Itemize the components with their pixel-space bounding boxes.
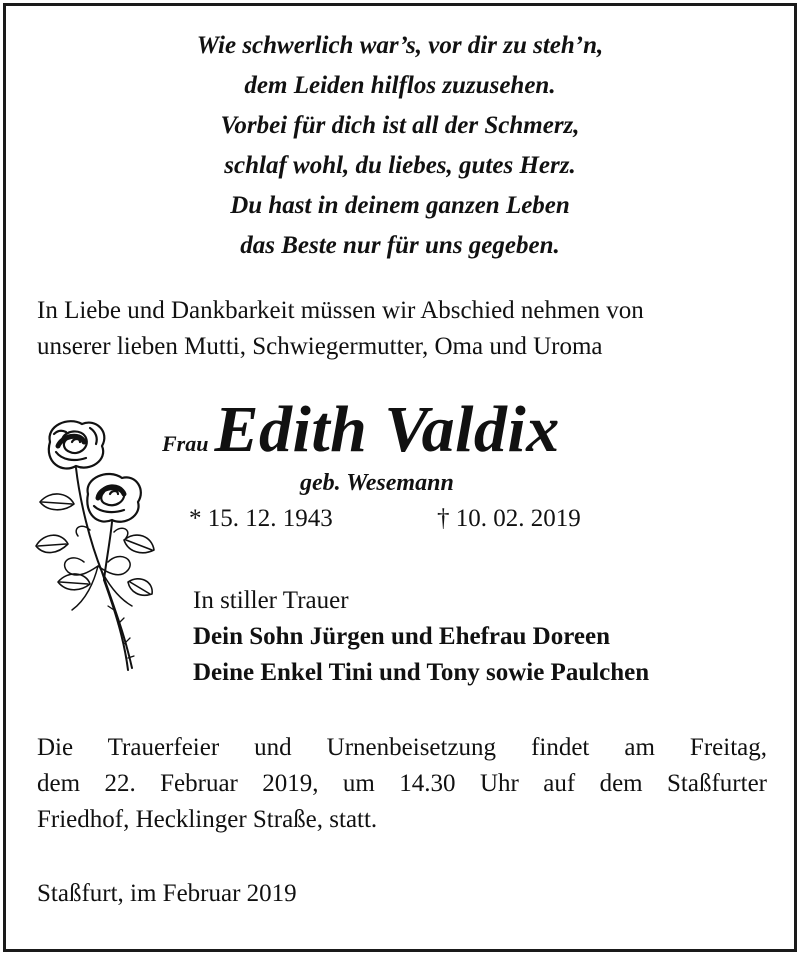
poem-line: dem Leiden hilflos zuzusehen. <box>244 72 556 99</box>
poem-line: Du hast in deinem ganzen Leben <box>230 192 570 219</box>
place-date: Staßfurt, im Februar 2019 <box>37 880 297 907</box>
mourners <box>193 583 649 691</box>
deceased-name: Edith Valdix <box>214 393 560 466</box>
rose-icon <box>28 412 158 682</box>
intro-text <box>37 293 777 365</box>
service-line: Friedhof, Hecklinger Straße, statt. <box>37 806 378 833</box>
poem-line: Vorbei für dich ist all der Schmerz, <box>220 112 580 139</box>
service-line: Die Trauerfeier und Urnenbeisetzung findet am Freitag, <box>37 734 767 761</box>
deceased-name-row <box>162 392 560 468</box>
intro-line: In Liebe und Dankbarkeit müssen wir Abschied nehmen von <box>37 297 644 324</box>
service-line: dem 22. Februar 2019, um 14.30 Uhr auf dem Staßfurter <box>37 770 767 797</box>
mourner-line: Dein Sohn Jürgen und Ehefrau Doreen <box>193 623 610 650</box>
birth-date: * 15. 12. 1943 <box>189 505 333 532</box>
deceased-title: Frau <box>162 431 209 456</box>
service-info <box>37 730 767 838</box>
poem-line: das Beste nur für uns gegeben. <box>240 232 560 259</box>
death-date: † 10. 02. 2019 <box>437 505 581 532</box>
poem-line: Wie schwerlich war’s, vor dir zu steh’n, <box>196 32 604 59</box>
mourner-line: Deine Enkel Tini und Tony sowie Paulchen <box>193 659 650 686</box>
intro-line: unserer lieben Mutti, Schwiegermutter, Oma und Uroma <box>37 333 603 360</box>
birth-name: geb. Wesemann <box>300 470 454 496</box>
poem-line: schlaf wohl, du liebes, gutes Herz. <box>224 152 576 179</box>
poem <box>0 26 800 266</box>
mourners-heading: In stiller Trauer <box>193 587 349 614</box>
